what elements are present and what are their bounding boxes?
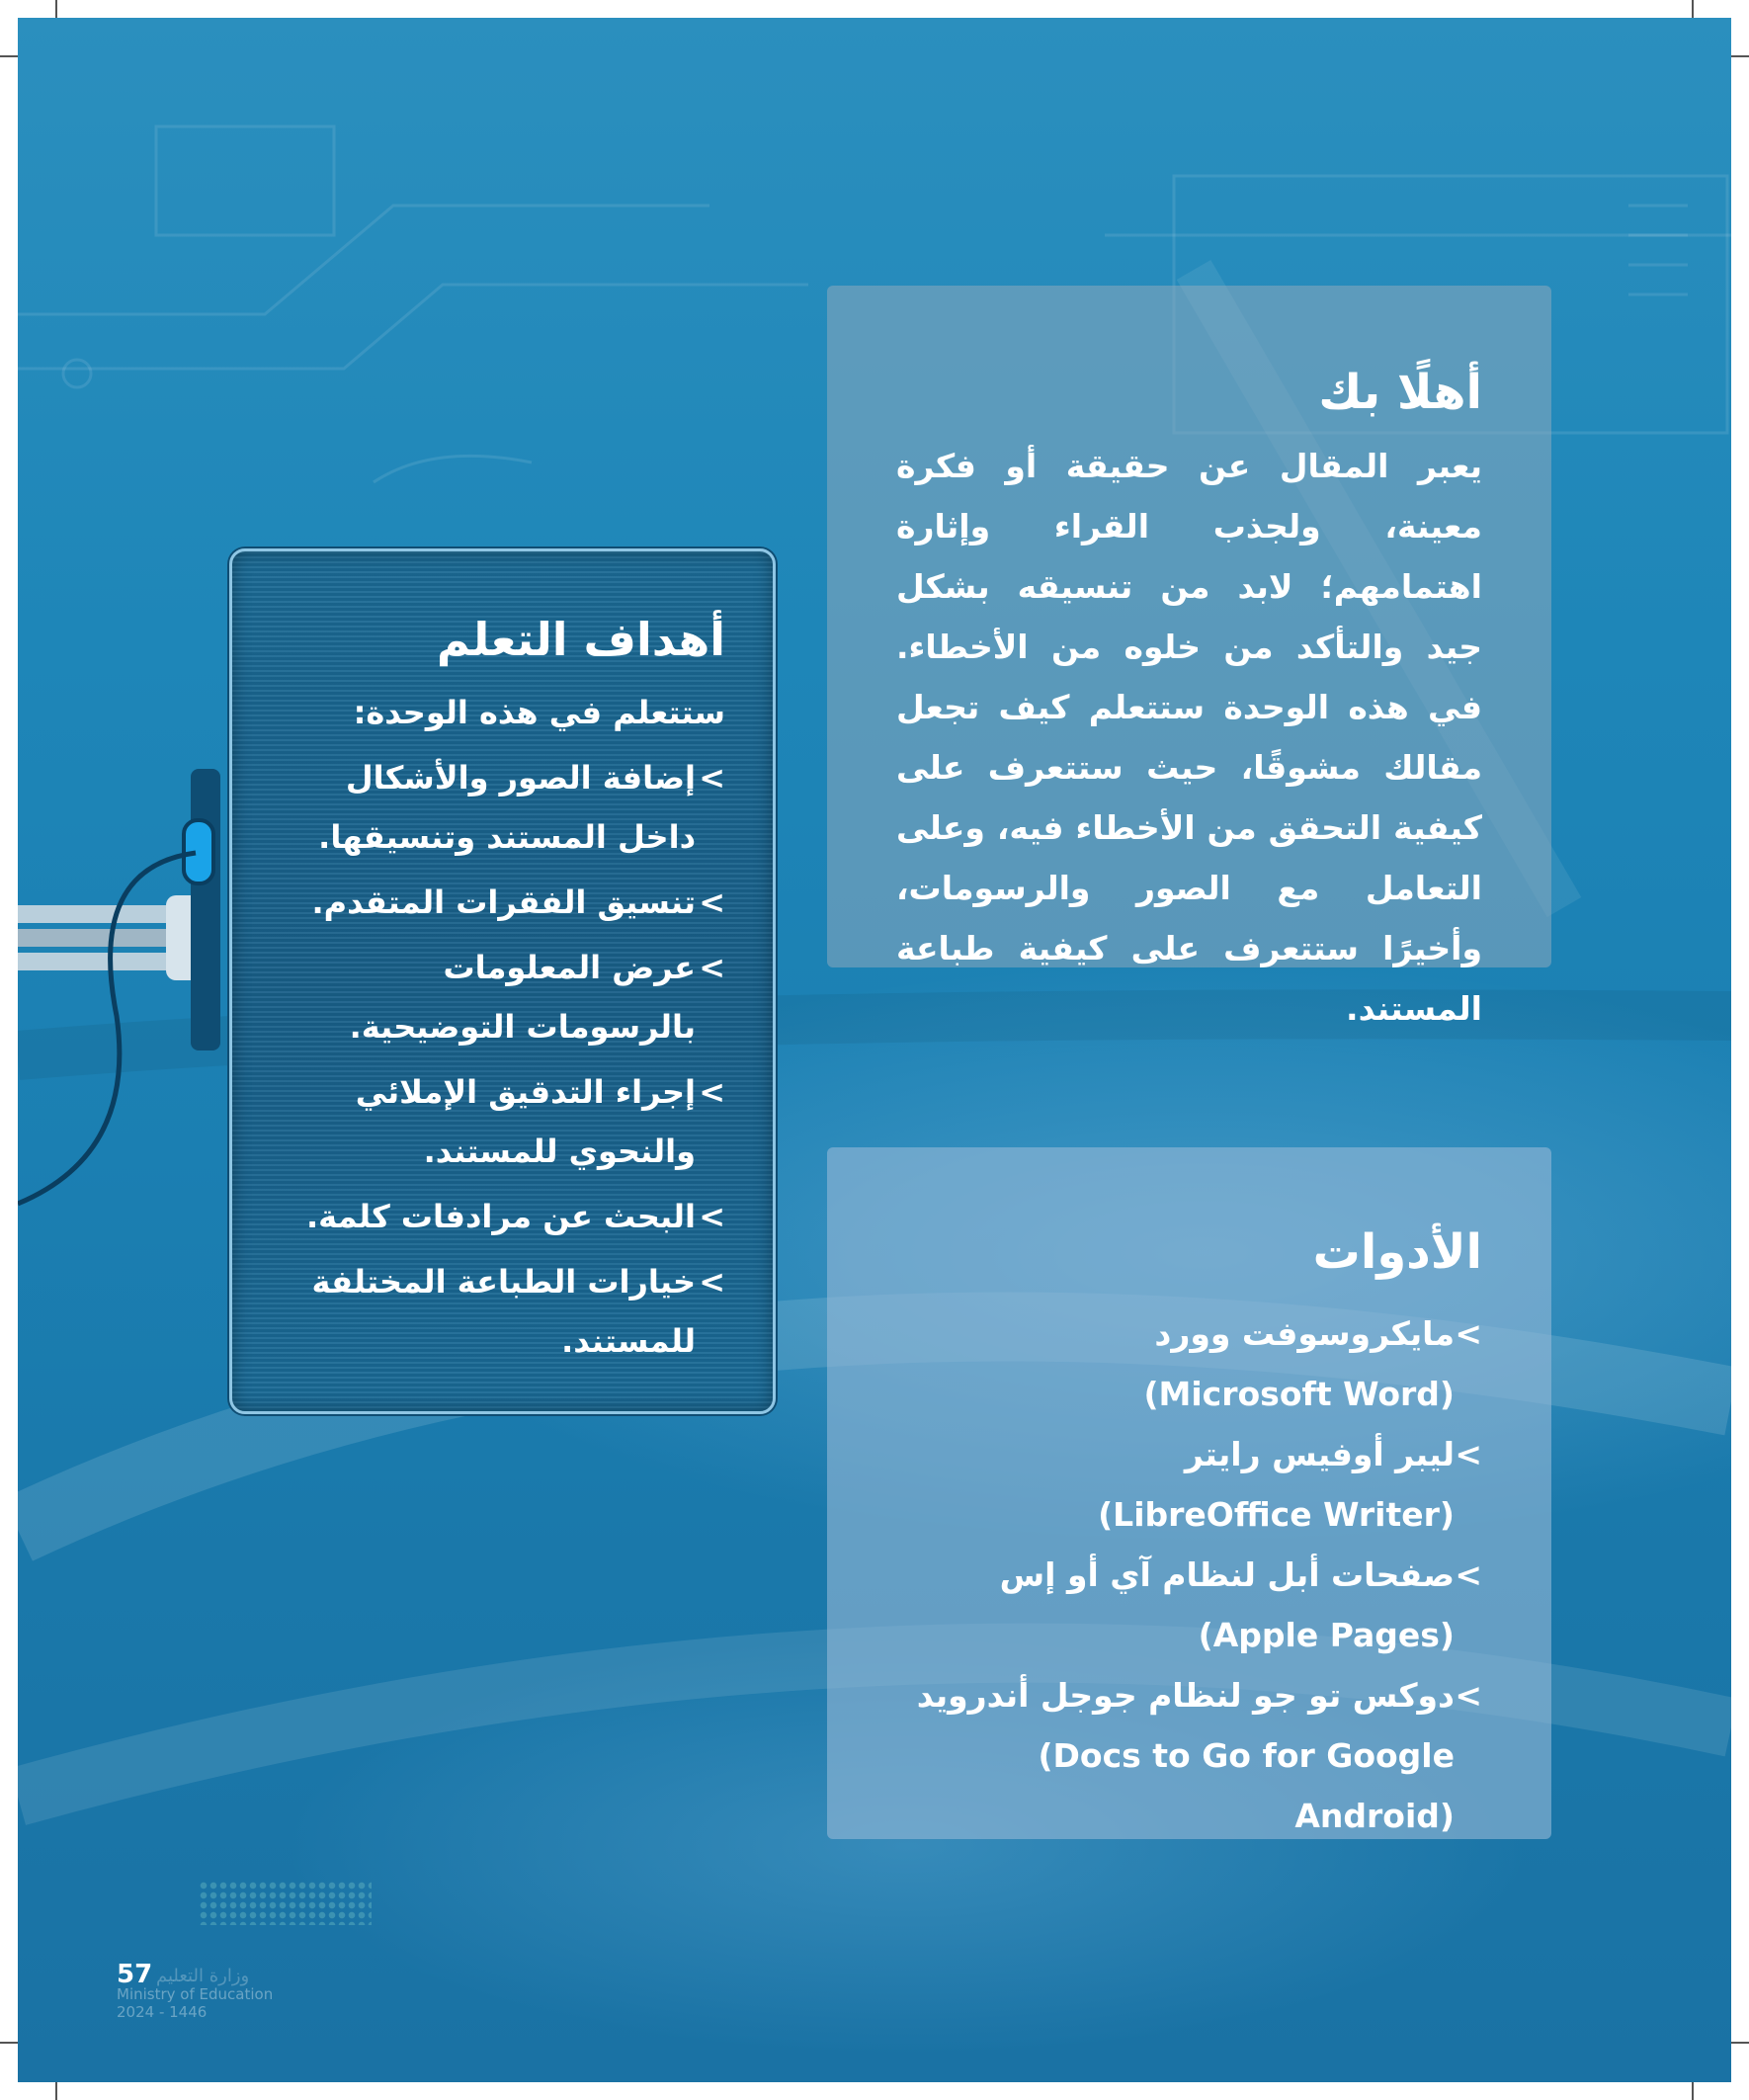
list-item	[272, 748, 725, 867]
goal-text: عرض المعلومات بالرسومات التوضيحية.	[349, 949, 696, 1047]
list-item	[272, 1187, 725, 1246]
tool-name-en: (Microsoft Word)	[1143, 1374, 1455, 1413]
goal-text: البحث عن مرادفات كلمة.	[306, 1198, 696, 1236]
welcome-title: أهلًا بك	[1318, 365, 1482, 420]
tool-name-en: (Docs to Go for Google Android)	[1038, 1735, 1455, 1835]
bullet-icon: >	[699, 1198, 725, 1236]
tools-panel	[827, 1147, 1551, 1839]
bullet-icon: >	[699, 949, 725, 987]
welcome-panel	[827, 286, 1551, 1028]
list-item	[896, 1545, 1482, 1665]
ministry-logo-icon	[199, 1881, 372, 1925]
tool-name-ar: ليبر أوفيس رايتر	[1184, 1434, 1455, 1473]
page-number: 57	[117, 1960, 153, 1989]
list-item	[272, 938, 725, 1056]
tool-name-ar: دوكس تو جو لنظام جوجل أندرويد	[916, 1675, 1455, 1715]
tool-name-en: (Apple Pages)	[1198, 1615, 1455, 1654]
tool-name-ar: مايكروسوفت وورد	[1154, 1313, 1455, 1353]
bullet-icon: >	[699, 1073, 725, 1112]
bullet-icon: >	[699, 1263, 725, 1302]
goals-title: أهداف التعلم	[436, 613, 725, 666]
page	[18, 18, 1731, 2082]
tools-title: الأدوات	[1312, 1224, 1482, 1280]
list-item	[896, 1424, 1482, 1545]
bullet-icon: >	[1455, 1434, 1482, 1473]
bullet-icon: >	[699, 759, 725, 798]
learning-goals-panel	[229, 548, 776, 1414]
goals-list	[272, 748, 725, 1371]
list-item	[896, 1665, 1482, 1846]
goal-text: خيارات الطباعة المختلفة للمستند.	[311, 1263, 696, 1361]
list-item	[896, 1303, 1482, 1424]
list-item	[272, 873, 725, 932]
ministry-name-ar: وزارة التعليم	[156, 1966, 250, 1986]
bullet-icon: >	[1455, 1675, 1482, 1715]
goal-text: إجراء التدقيق الإملائي والنحوي للمستند.	[355, 1073, 696, 1171]
page-footer	[117, 1960, 273, 2021]
list-item	[272, 1252, 725, 1371]
bullet-icon: >	[1455, 1313, 1482, 1353]
bullet-icon: >	[1455, 1554, 1482, 1594]
tool-name-en: (LibreOffice Writer)	[1098, 1494, 1455, 1534]
welcome-body: يعبر المقال عن حقيقة أو فكرة معينة، ولجذب القراء وإثارة اهتمامهم؛ لابد من تنسيقه بشكل جيد والتأكد من خلوه من الأخطاء. في هذه الوحدة ستتعلم كيف تجعل مقالك مشوقًا، حيث ستتعرف على كيفية التحقق من الأخطاء فيه، وعلى التعامل مع الصور والرسومات، وأخيرًا ستتعرف على كيفية طباعة المستند.	[896, 446, 1482, 1028]
goal-text: تنسيق الفقرات المتقدم.	[311, 883, 696, 922]
list-item	[272, 1062, 725, 1181]
tools-list	[896, 1303, 1482, 1846]
tool-name-ar: صفحات أبل لنظام آي أو إس	[999, 1554, 1455, 1594]
year-label: 2024 - 1446	[117, 2003, 208, 2021]
goal-text: إضافة الصور والأشكال داخل المستند وتنسيقها.	[318, 759, 696, 857]
bullet-icon: >	[699, 883, 725, 922]
goals-intro: ستتعلم في هذه الوحدة:	[353, 694, 725, 732]
ministry-name-en: Ministry of Education	[117, 1985, 274, 2003]
